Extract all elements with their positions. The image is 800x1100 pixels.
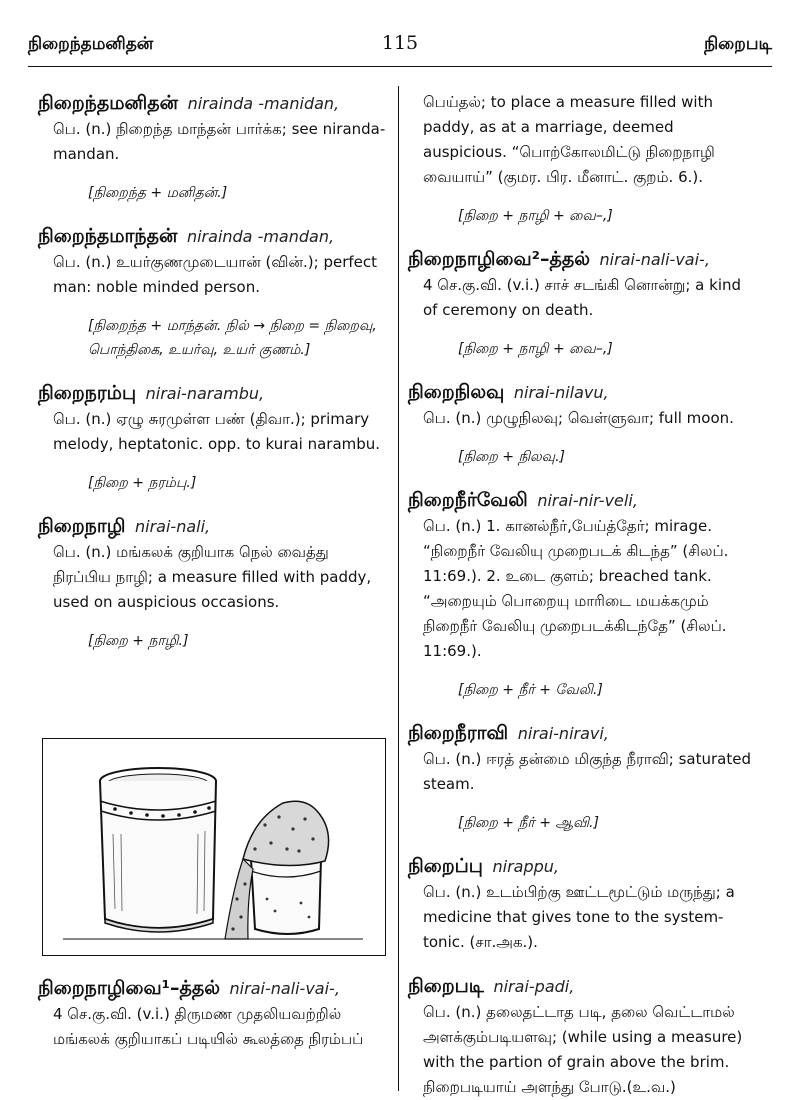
measure-body [100,781,216,928]
definition-continued: பெய்தல்; to place a measure filled with paddy, as at a marriage, deemed auspicious. “பொற்கோலமிட்டு நிறைநாழி வையாய்” (குமர. பிர. மீனாட். குறம். 6.). [423,93,715,186]
headword: நிறைநாழிவை²–த்தல் [408,248,590,270]
definition: பெ. (n.) தலைதட்டாத படி, தலை வெட்டாமல் அளக்கும்படியளவு; (while using a measure) with the partion of grain above the brim. நிறைபடியாய் அளந்து போடு.(உ.வ.) [423,1003,743,1096]
page-header [28,34,772,62]
transliteration: nirai-nali-vai-, [599,250,710,269]
transliteration: nirainda -mandan, [186,227,335,246]
header-rule [28,66,772,67]
definition: பெ. (n.) 1. கானல்நீர்,பேய்த்தேர்; mirage. “நிறைநீர் வேலியு முறைபடக் கிடந்த” (சிலப். 11:69.). 2. உடை குளம்; breached tank. “அறையும் பொறையு மாரிடை மயக்கமும் நிறைநீர் வேலியு முறைபடக்கிடந்தே” (சிலப். 11:69.). [423,517,729,660]
illustration-measure-with-paddy [42,738,386,956]
transliteration: nirainda -manidan, [187,94,340,113]
entry-nirai-nir-veli [408,487,758,702]
entry-nirai-nali-vai-2 [408,246,758,361]
header-guide-word-left: நிறைந்தமனிதன் [28,34,154,54]
headword: நிறைந்தமாந்தன் [38,225,178,247]
etymology: [நிறை + நீர் + ஆவி.] [458,815,599,831]
headword: நிறைநிலவு [408,381,505,403]
definition: பெ. (n.) உயர்குணமுடையான் (வின்.); perfect man: noble minded person. [53,253,378,296]
etymology: [நிறை + நிலவு.] [458,449,565,465]
definition: 4 செ.கு.வி. (v.i.) சாச் சடங்கி னொன்று; a kind of ceremony on death. [423,276,742,319]
transliteration: nirai-nir-veli, [537,491,638,510]
entry-nirai-padi [408,973,758,1100]
left-column-bottom [38,975,388,1052]
headword: நிறைநீராவி [408,722,509,744]
entry-nirai-niravi [408,720,758,835]
page-number: 115 [381,32,419,54]
entry-continuation [408,90,758,228]
headword: நிறைபடி [408,975,484,997]
definition: பெ. (n.) முழுநிலவு; வெள்ளுவா; full moon. [423,409,734,427]
headword: நிறைந்தமனிதன் [38,92,179,114]
entry-nirai-nali [38,513,388,653]
transliteration: nirai-nali-vai-, [229,979,340,998]
headword: நிறைநாழிவை¹–த்தல் [38,977,220,999]
etymology: [நிறை + நரம்பு.] [88,475,197,491]
definition: பெ. (n.) மங்கலக் குறியாக நெல் வைத்து நிரப்பிய நாழி; a measure filled with paddy, used on auspicious occasions. [53,543,372,611]
transliteration: nirai-narambu, [145,384,265,403]
column-divider [398,86,399,1091]
transliteration: nirai-niravi, [517,724,609,743]
headword: நிறைப்பு [408,855,483,877]
definition: பெ. (n.) உடம்பிற்கு ஊட்டமூட்டும் மருந்து; a medicine that gives tone to the system-tonic. (சா.அக.). [423,883,735,951]
entry-nirappu [408,853,758,973]
transliteration: nirai-padi, [493,977,575,996]
headword: நிறைநாழி [38,515,126,537]
etymology: [நிறை + நீர் + வேலி.] [458,682,603,698]
etymology: [நிறை + நாழி + வை–,] [458,208,613,224]
measure-illustration-svg [43,739,385,955]
right-column [408,90,758,1100]
headword: நிறைநரம்பு [38,382,137,404]
grain-heap [243,801,329,865]
transliteration: nirai-nilavu, [513,383,609,402]
definition: பெ. (n.) ஏழு சுரமுள்ள பண் (திவா.); primary melody, heptatonic. opp. to kurai narambu. [53,410,381,453]
etymology: [நிறை + நாழி.] [88,633,189,649]
transliteration: nirappu, [492,857,559,876]
headword: நிறைநீர்வேலி [408,489,528,511]
spilled-grain [225,859,253,939]
etymology: [நிறைந்த + மாந்தன். நில் → நிறை = நிறைவு, பொந்திகை, உயர்வு, உயர் குணம்.] [88,318,377,358]
header-guide-word-right: நிறைபடி [704,34,772,54]
entry-nirainda-manidan [38,90,388,205]
definition: பெ. (n.) நிறைந்த மாந்தன் பார்க்க; see niranda- mandan. [53,120,386,163]
entry-nirainda-mandan [38,223,388,362]
definition: 4 செ.கு.வி. (v.i.) திருமண முதலியவற்றில் மங்கலக் குறியாகப் படியில் கூலத்தை நிரம்பப் [53,1005,364,1048]
left-column [38,90,388,671]
entry-nirai-narambu [38,380,388,495]
definition: பெ. (n.) ஈரத் தன்மை மிகுந்த நீராவி; saturated steam. [423,750,751,793]
small-measure-body [251,859,321,934]
etymology: [நிறைந்த + மனிதன்.] [88,185,228,201]
entry-nirai-nali-vai-1 [38,975,388,1052]
entry-nirai-nilavu [408,379,758,469]
transliteration: nirai-nali, [135,517,211,536]
etymology: [நிறை + நாழி + வை–,] [458,341,613,357]
